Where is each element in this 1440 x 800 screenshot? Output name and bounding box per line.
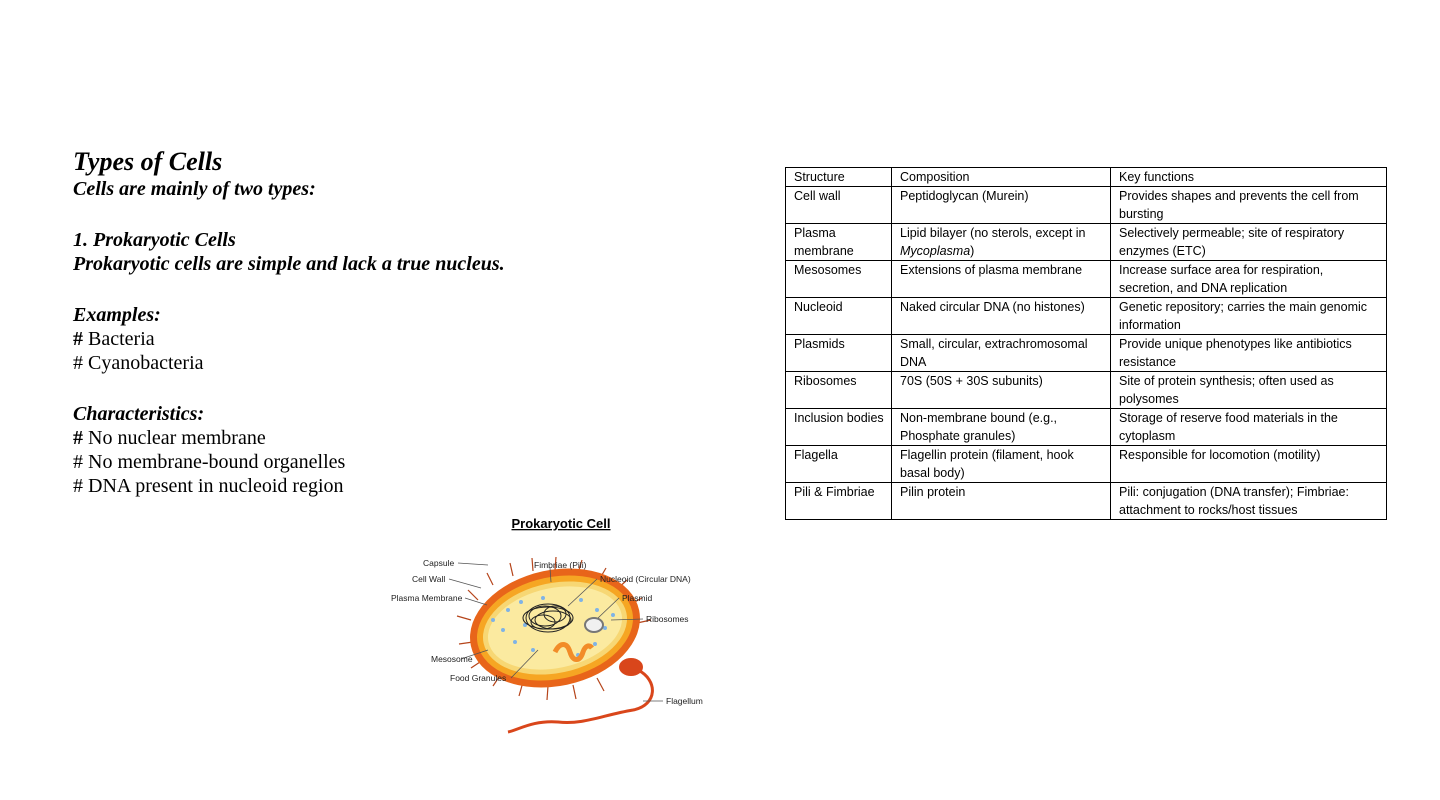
table-row	[786, 335, 1387, 372]
cell-structure: Nucleoid	[786, 298, 892, 335]
header-functions: Key functions	[1111, 168, 1387, 187]
cell-composition: Peptidoglycan (Murein)	[892, 187, 1111, 224]
section-description: Prokaryotic cells are simple and lack a true nucleus.	[73, 253, 505, 275]
cell-composition: Pilin protein	[892, 483, 1111, 520]
cell-structure: Ribosomes	[786, 372, 892, 409]
header-composition: Composition	[892, 168, 1111, 187]
table-row	[786, 224, 1387, 261]
diagram-title: Prokaryotic Cell	[511, 516, 611, 531]
cell-composition: Naked circular DNA (no histones)	[892, 298, 1111, 335]
cell-function: Provides shapes and prevents the cell from bursting	[1111, 187, 1387, 224]
table-row	[786, 483, 1387, 520]
label-plasma-membrane: Plasma Membrane	[391, 593, 463, 603]
label-plasmid: Plasmid	[622, 593, 653, 603]
label-food-granules: Food Granules	[450, 673, 507, 683]
label-flagellum: Flagellum	[666, 696, 703, 706]
cell-structure: Mesosomes	[786, 261, 892, 298]
cell-function: Pili: conjugation (DNA transfer); Fimbriae: attachment to rocks/host tissues	[1111, 483, 1387, 520]
characteristic-item: # DNA present in nucleoid region	[73, 475, 344, 497]
page-title: Types of Cells	[73, 147, 223, 176]
table-row	[786, 372, 1387, 409]
cell-composition: Non-membrane bound (e.g., Phosphate granules)	[892, 409, 1111, 446]
table-row	[786, 298, 1387, 335]
cell-function: Responsible for locomotion (motility)	[1111, 446, 1387, 483]
basal-body-shape	[619, 658, 643, 676]
cell-function: Increase surface area for respiration, secretion, and DNA replication	[1111, 261, 1387, 298]
cell-function: Genetic repository; carries the main genomic information	[1111, 298, 1387, 335]
section-heading: 1. Prokaryotic Cells	[73, 229, 236, 251]
table-row	[786, 261, 1387, 298]
left-text-block	[73, 147, 713, 498]
cell-composition: Flagellin protein (filament, hook basal body)	[892, 446, 1111, 483]
label-ribosomes: Ribosomes	[646, 614, 689, 624]
label-cell-wall: Cell Wall	[412, 574, 446, 584]
characteristic-item: # No membrane-bound organelles	[73, 451, 346, 473]
cell-composition: Small, circular, extrachromosomal DNA	[892, 335, 1111, 372]
cell-structure: Plasmids	[786, 335, 892, 372]
label-nucleoid: Nucleoid (Circular DNA)	[600, 574, 691, 584]
examples-heading: Examples:	[73, 304, 161, 326]
cell-function: Site of protein synthesis; often used as polysomes	[1111, 372, 1387, 409]
cell-function: Selectively permeable; site of respiratory enzymes (ETC)	[1111, 224, 1387, 261]
label-capsule: Capsule	[423, 558, 455, 568]
cell-structure: Cell wall	[786, 187, 892, 224]
characteristics-heading: Characteristics:	[73, 403, 205, 425]
header-structure: Structure	[786, 168, 892, 187]
cell-composition: 70S (50S + 30S subunits)	[892, 372, 1111, 409]
cell-structure: Pili & Fimbriae	[786, 483, 892, 520]
cell-structure: Flagella	[786, 446, 892, 483]
table-row	[786, 409, 1387, 446]
cell-function: Storage of reserve food materials in the cytoplasm	[1111, 409, 1387, 446]
prokaryote-structure-table	[785, 167, 1387, 520]
example-item: # Bacteria	[73, 328, 155, 350]
plasmid-shape	[585, 618, 603, 632]
characteristic-item: # No nuclear membrane	[73, 427, 266, 449]
table-header-row	[786, 168, 1387, 187]
example-item: # Cyanobacteria	[73, 352, 204, 374]
label-mesosome: Mesosome	[431, 654, 473, 664]
table-row	[786, 446, 1387, 483]
page-subtitle: Cells are mainly of two types:	[73, 178, 316, 200]
cell-structure: Inclusion bodies	[786, 409, 892, 446]
label-fimbriae: Fimbriae (Pili)	[534, 560, 587, 570]
prokaryotic-cell-diagram	[383, 510, 763, 760]
cell-function: Provide unique phenotypes like antibiotics resistance	[1111, 335, 1387, 372]
table-row	[786, 187, 1387, 224]
cell-structure: Plasma membrane	[786, 224, 892, 261]
cell-composition: Extensions of plasma membrane	[892, 261, 1111, 298]
cell-composition: Lipid bilayer (no sterols, except in Mycoplasma)	[892, 224, 1111, 261]
